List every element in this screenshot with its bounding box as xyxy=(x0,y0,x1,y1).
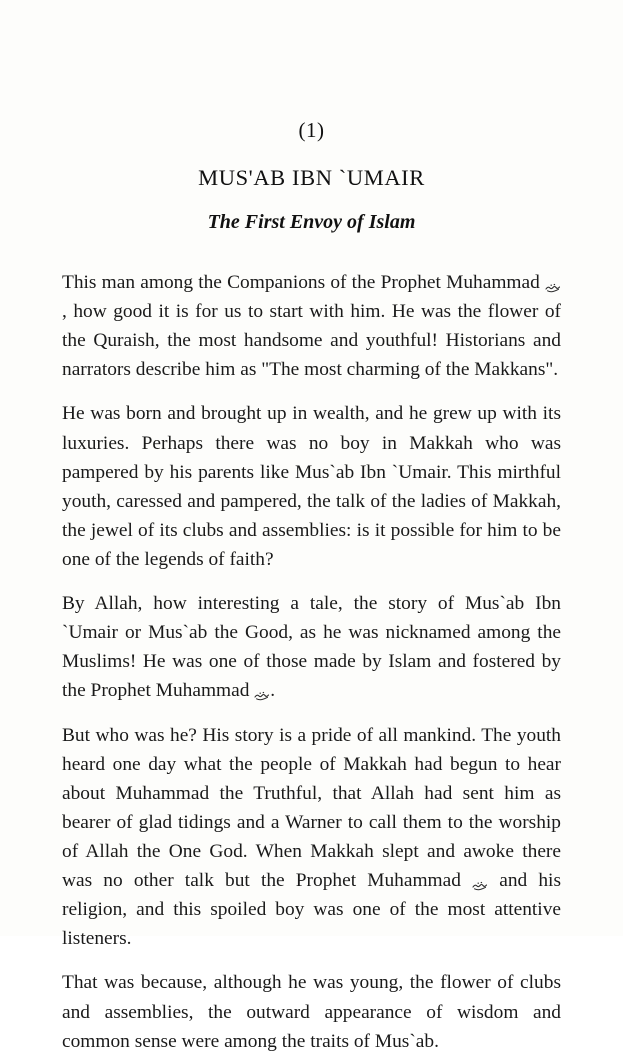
body-paragraph xyxy=(62,399,561,574)
paragraph-text: . xyxy=(270,680,276,702)
body-paragraph xyxy=(62,268,561,384)
chapter-subtitle: The First Envoy of Islam xyxy=(207,211,416,233)
pbuh-calligraphy-icon xyxy=(254,688,270,702)
paragraph-text: But who was he? His story is a pride of all mankind. The youth heard one day what the people of Makkah had begun to hear about Muhammad the Truthful, that Allah had sent him as bearer of glad tidings and a Warner to call them to the worship of Allah the One God. When Makkah slept and awoke there was no other talk but the Prophet Muhammad xyxy=(62,724,561,892)
body-text-container xyxy=(62,268,561,1056)
paragraph-text: By Allah, how interesting a tale, the story of Mus`ab Ibn `Umair or Mus`ab the Good, as he was nicknamed among the Muslims! He was one of those made by Islam and fostered by the Prophet Muhammad xyxy=(62,593,561,702)
paragraph-text: This man among the Companions of the Prophet Muhammad xyxy=(62,272,545,293)
pbuh-calligraphy-icon xyxy=(545,280,561,294)
paragraph-text: and his religion, and this spoiled boy was one of the most attentive listeners. xyxy=(62,870,561,950)
paragraph-text: That was because, although he was young, the flower of clubs and assemblies, the outward appearance of wisdom and common sense were among the traits of Mus`ab. xyxy=(62,972,561,1052)
chapter-number: (1) xyxy=(298,118,325,142)
body-paragraph xyxy=(62,589,561,705)
pbuh-calligraphy-icon xyxy=(472,878,488,892)
body-paragraph xyxy=(62,721,561,954)
paragraph-text: He was born and brought up in wealth, and he grew up with its luxuries. Perhaps there was no boy in Makkah who was pampered by his parents like Mus`ab Ibn `Umair. This mirthful youth, caressed and pampered, the talk of the ladies of Makkah, the jewel of its clubs and assemblies: is it possible for him to be one of the legends of faith? xyxy=(62,403,561,570)
chapter-title: MUS'AB IBN `UMAIR xyxy=(198,165,425,190)
paragraph-text: , how good it is for us to start with him. He was the flower of the Quraish, the most handsome and youthful! Historians and narrators describe him as "The most charming of the Makkans". xyxy=(62,301,561,381)
body-paragraph xyxy=(62,968,561,1055)
